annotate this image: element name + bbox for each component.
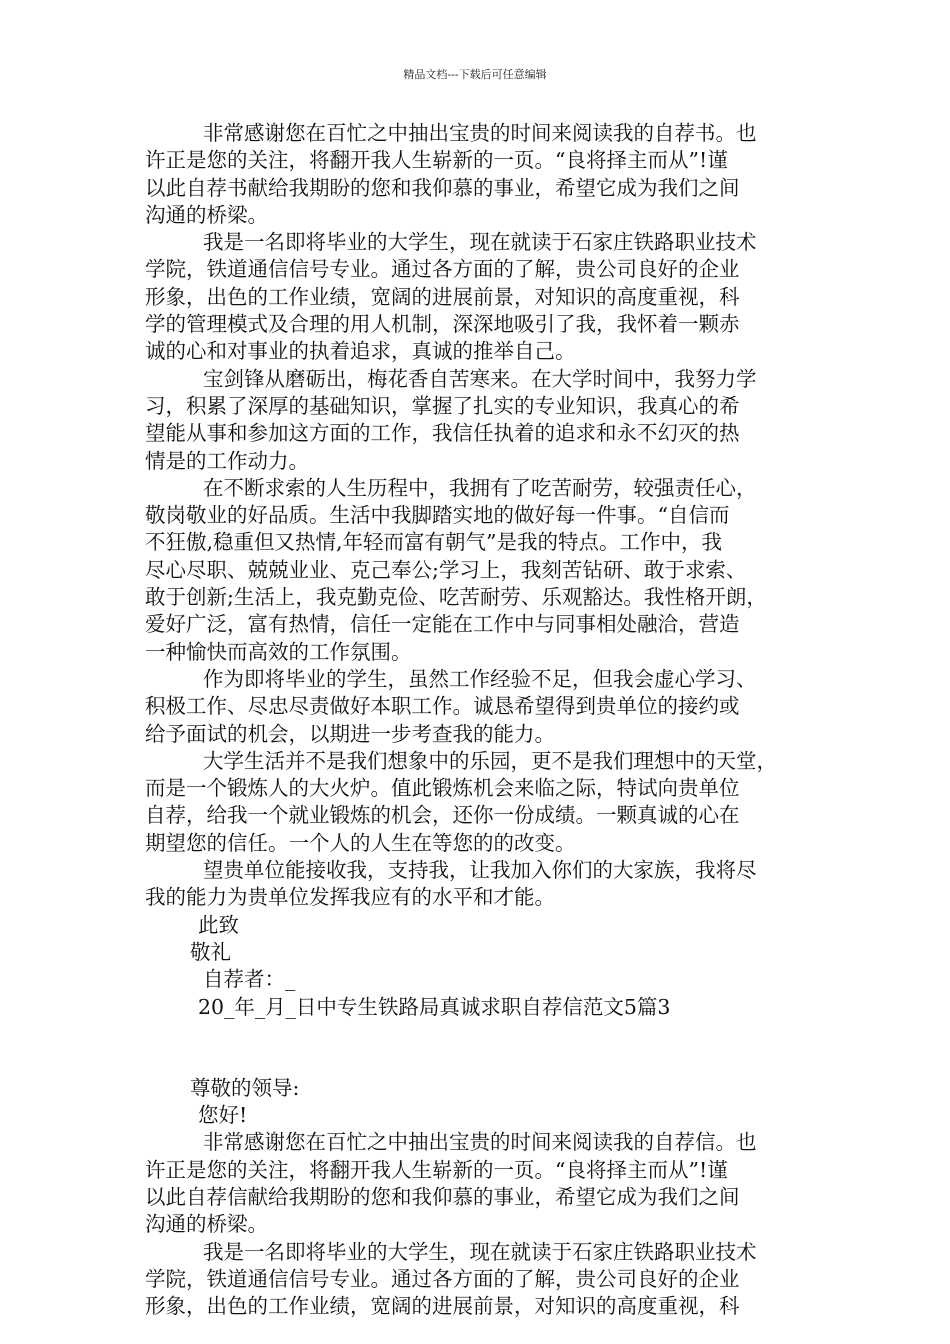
text-line: 爱好广泛，富有热情，信任一定能在工作中与同事相处融洽，营造 [145, 612, 740, 637]
text-line: 我的能力为贵单位发挥我应有的水平和才能。 [145, 885, 555, 910]
text-line: 非常感谢您在百忙之中抽出宝贵的时间来阅读我的自荐信。也 [203, 1130, 757, 1155]
text-line: 敢于创新;生活上，我克勤克俭、吃苦耐劳、乐观豁达。我性格开朗， [145, 585, 767, 610]
text-line: 以此自荐书献给我期盼的您和我仰慕的事业，希望它成为我们之间 [145, 175, 740, 200]
text-line: 敬岗敬业的好品质。生活中我脚踏实地的做好每一件事。“自信而 [145, 503, 730, 528]
text-line: 许正是您的关注，将翻开我人生崭新的一页。“良将择主而从”!谨 [145, 1157, 728, 1182]
text-line: 学的管理模式及合理的用人机制，深深地吸引了我，我怀着一颗赤 [145, 312, 740, 337]
text-line: 形象，出色的工作业绩，宽阔的进展前景，对知识的高度重视，科 [145, 1294, 740, 1319]
page-header: 精品文档---下载后可任意编辑 [403, 68, 547, 81]
section-gap [145, 1021, 815, 1075]
text-line: 尽心尽职、兢兢业业、克己奉公;学习上，我刻苦钻研、敢于求索、 [145, 557, 747, 582]
text-line: 学院，铁道通信信号专业。通过各方面的了解，贵公司良好的企业 [145, 257, 740, 282]
text-line: 沟通的桥梁。 [145, 202, 268, 227]
signature-line: 自荐者：_ [203, 967, 296, 992]
text-line: 而是一个锻炼人的大火炉。值此锻炼机会来临之际，特试向贵单位 [145, 776, 740, 801]
text-line: 习，积累了深厚的基础知识，掌握了扎实的专业知识，我真心的希 [145, 393, 740, 418]
text-line: 情是的工作动力。 [145, 448, 309, 473]
text-line: 诚的心和对事业的执着追求，真诚的推举自己。 [145, 339, 576, 364]
text-line: 大学生活并不是我们想象中的乐园，更不是我们理想中的天堂， [203, 748, 777, 773]
text-line: 非常感谢您在百忙之中抽出宝贵的时间来阅读我的自荐书。也 [203, 121, 757, 145]
greeting-line: 尊敬的领导: [190, 1075, 300, 1100]
section-title: 20_年_月_日中专生铁路局真诚求职自荐信范文5篇3 [198, 994, 671, 1019]
closing-line: 此致 [198, 912, 239, 937]
document-body [145, 120, 815, 1320]
text-line: 在不断求索的人生历程中，我拥有了吃苦耐劳，较强责任心， [203, 475, 757, 500]
text-line: 以此自荐信献给我期盼的您和我仰慕的事业，希望它成为我们之间 [145, 1184, 740, 1209]
text-line: 形象，出色的工作业绩，宽阔的进展前景，对知识的高度重视，科 [145, 284, 740, 309]
text-line: 望能从事和参加这方面的工作，我信任执着的追求和永不幻灭的热 [145, 421, 740, 446]
text-line: 作为即将毕业的学生，虽然工作经验不足，但我会虚心学习、 [203, 666, 757, 691]
text-line: 自荐，给我一个就业锻炼的机会，还你一份成绩。一颗真诚的心在 [145, 803, 740, 828]
text-line: 积极工作、尽忠尽责做好本职工作。诚恳希望得到贵单位的接约或 [145, 694, 740, 719]
text-line: 一种愉快而高效的工作氛围。 [145, 639, 412, 664]
text-line: 沟通的桥梁。 [145, 1212, 268, 1237]
text-line: 我是一名即将毕业的大学生，现在就读于石家庄铁路职业技术 [203, 1239, 757, 1264]
text-line: 不狂傲,稳重但又热情,年轻而富有朝气”是我的特点。工作中，我 [145, 530, 723, 555]
text-line: 给予面试的机会，以期进一步考查我的能力。 [145, 721, 555, 746]
text-line: 宝剑锋从磨砺出，梅花香自苦寒来。在大学时间中，我努力学 [203, 366, 757, 391]
text-line: 期望您的信任。一个人的人生在等您的的改变。 [145, 830, 576, 855]
text-line: 我是一名即将毕业的大学生，现在就读于石家庄铁路职业技术 [203, 230, 757, 255]
text-line: 许正是您的关注，将翻开我人生崭新的一页。“良将择主而从”!谨 [145, 148, 728, 173]
text-line: 望贵单位能接收我，支持我，让我加入你们的大家族，我将尽 [203, 858, 757, 883]
closing-salutation: 敬礼 [190, 939, 231, 964]
text-line: 学院，铁道通信信号专业。通过各方面的了解，贵公司良好的企业 [145, 1266, 740, 1291]
greeting-line: 您好! [198, 1103, 248, 1128]
